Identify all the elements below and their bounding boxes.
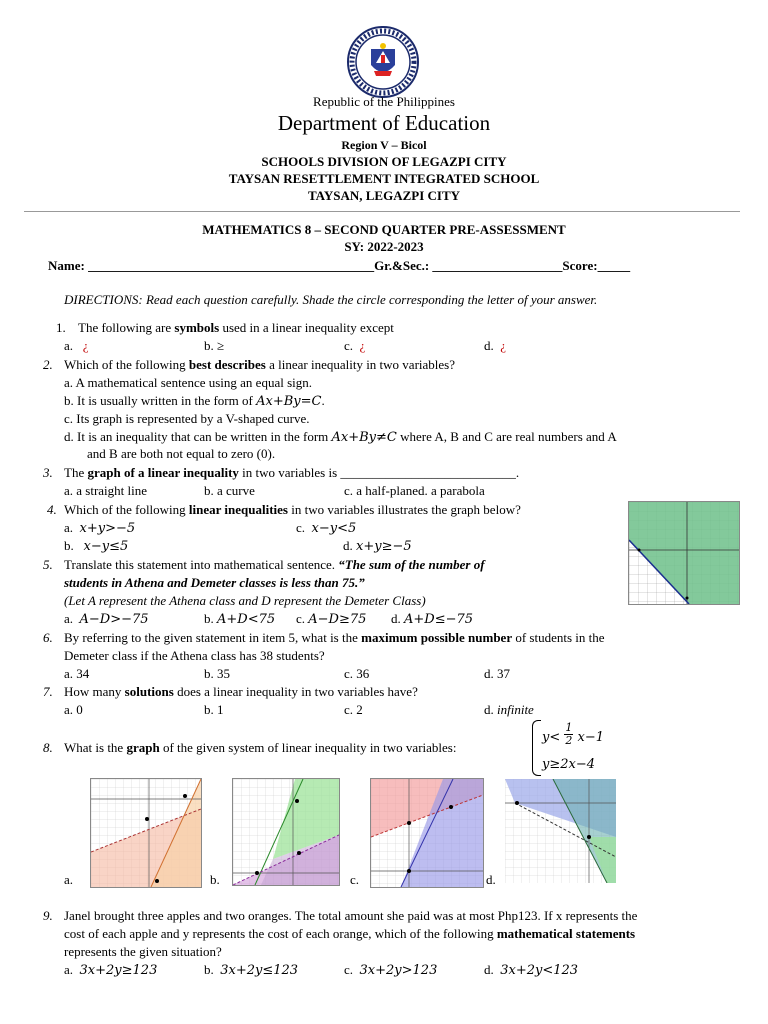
- q6-option-d[interactable]: d. 37: [484, 666, 510, 681]
- q3-option-c[interactable]: c. a half-planed. a parabola: [344, 483, 485, 498]
- q9-option-b[interactable]: b. 3x+2y≤123: [204, 962, 299, 978]
- q8-graph-d: [505, 779, 616, 883]
- q4-option-a[interactable]: a. x+y>−5: [64, 520, 136, 536]
- q7-stem: How many solutions does a linear inequality in two variables have?: [64, 684, 418, 699]
- q5-stem: Translate this statement into mathematical sentence. “The sum of the number of: [64, 557, 485, 572]
- republic-line: Republic of the Philippines: [313, 94, 455, 109]
- exam-title: MATHEMATICS 8 – SECOND QUARTER PRE-ASSESSMENT: [202, 222, 566, 237]
- q1-option-b[interactable]: b. ≥: [204, 338, 225, 353]
- q9-stem-cont: cost of each apple and y represents the cost of each orange, which of the following mathematical statements: [64, 926, 636, 941]
- q8-graph-a: [90, 778, 202, 888]
- q2-option-a[interactable]: a. A mathematical sentence using an equal sign.: [64, 375, 313, 390]
- q7-option-c[interactable]: c. 2: [344, 702, 363, 717]
- q8-option-d[interactable]: d.: [486, 872, 496, 887]
- q5-option-b[interactable]: b. A+D<75: [204, 611, 276, 627]
- q5-option-d[interactable]: d. A+D≤−75: [391, 611, 474, 627]
- q1-stem: The following are symbols used in a linear inequality except: [78, 320, 394, 335]
- school-line: TAYSAN RESETTLEMENT INTEGRATED SCHOOL: [228, 171, 540, 186]
- q5-option-c[interactable]: c. A−D≥75: [296, 611, 367, 627]
- q4-option-c[interactable]: c. x−y<5: [296, 520, 357, 536]
- q8-option-a[interactable]: a.: [64, 872, 74, 887]
- q3-number: 3.: [43, 465, 53, 480]
- directions: DIRECTIONS: Read each question carefully. Shade the circle corresponding the letter of your answer.: [64, 292, 598, 307]
- q2-option-d[interactable]: d. It is an inequality that can be written in the form Ax+By≠C where A, B and C are real numbers and A: [64, 429, 617, 445]
- q4-number: 4.: [47, 502, 57, 517]
- q2-option-d-cont: and B are both not equal to zero (0).: [87, 446, 276, 461]
- q3-option-b[interactable]: b. a curve: [204, 483, 255, 498]
- school-year: SY: 2022-2023: [344, 239, 424, 254]
- q8-option-b[interactable]: b.: [210, 872, 220, 887]
- q8-system-brace: [532, 720, 541, 776]
- q9-option-a[interactable]: a. 3x+2y≥123: [64, 962, 158, 978]
- q8-equation-1: y< $\frac{1}{2}$ x−1: [542, 721, 605, 747]
- q8-graph-c: [370, 778, 484, 888]
- address-line: TAYSAN, LEGAZPI CITY: [307, 188, 461, 203]
- q7-option-b[interactable]: b. 1: [204, 702, 224, 717]
- q8-option-c[interactable]: c.: [350, 872, 360, 887]
- q6-option-c[interactable]: c. 36: [344, 666, 370, 681]
- q8-graph-b: [232, 778, 340, 886]
- q3-stem: The graph of a linear inequality in two variables is ___________________________.: [64, 465, 520, 480]
- q1-number: 1.: [56, 320, 66, 335]
- q9-option-c[interactable]: c. 3x+2y>123: [344, 962, 438, 978]
- q1-option-c[interactable]: c. ¿: [344, 338, 366, 353]
- q9-option-d[interactable]: d. 3x+2y<123: [484, 962, 579, 978]
- q4-option-b[interactable]: b. x−y≤5: [64, 538, 129, 554]
- q6-option-a[interactable]: a. 34: [64, 666, 90, 681]
- q4-stem: Which of the following linear inequalities in two variables illustrates the graph below?: [64, 502, 521, 517]
- q1-option-d[interactable]: d. ¿: [484, 338, 507, 353]
- q8-number: 8.: [43, 740, 53, 755]
- q8-stem: What is the graph of the given system of linear inequality in two variables:: [64, 740, 457, 755]
- q4-graph: [628, 501, 740, 605]
- q6-stem-cont: Demeter class if the Athena class has 38 students?: [64, 648, 325, 663]
- q2-option-b[interactable]: b. It is usually written in the form of Ax+By=C.: [64, 393, 325, 409]
- q2-option-c[interactable]: c. Its graph is represented by a V-shaped curve.: [64, 411, 310, 426]
- q6-number: 6.: [43, 630, 53, 645]
- q6-option-b[interactable]: b. 35: [204, 666, 230, 681]
- q5-note: (Let A represent the Athena class and D represent the Demeter Class): [64, 593, 426, 608]
- q4-option-d[interactable]: d. x+y≥−5: [343, 538, 412, 554]
- q5-stem-cont: students in Athena and Demeter classes is less than 75.”: [64, 575, 365, 590]
- q7-option-a[interactable]: a. 0: [64, 702, 83, 717]
- department-title: Department of Education: [277, 111, 491, 135]
- q8-equation-2: y≥2x−4: [542, 757, 596, 772]
- q7-number: 7.: [43, 684, 53, 699]
- q5-number: 5.: [43, 557, 53, 572]
- q9-stem: Janel brought three apples and two oranges. The total amount she paid was at most Php123. If x represents the: [64, 908, 638, 923]
- q9-stem-cont-2: represents the given situation?: [64, 944, 222, 959]
- header-divider: [24, 211, 740, 212]
- deped-seal: [346, 25, 420, 99]
- name-line[interactable]: Name: ____________________________________________Gr.&Sec.: ____________________Score:_____: [48, 258, 631, 273]
- q7-option-d[interactable]: d. infinite: [484, 702, 534, 717]
- q2-stem: Which of the following best describes a linear inequality in two variables?: [64, 357, 455, 372]
- q9-number: 9.: [43, 908, 53, 923]
- division-line: SCHOOLS DIVISION OF LEGAZPI CITY: [261, 154, 507, 169]
- q6-stem: By referring to the given statement in item 5, what is the maximum possible number of students in the: [64, 630, 605, 645]
- q2-number: 2.: [43, 357, 53, 372]
- q3-option-a[interactable]: a. a straight line: [64, 483, 148, 498]
- region-line: Region V – Bicol: [341, 138, 427, 152]
- q5-option-a[interactable]: a. A−D>−75: [64, 611, 149, 627]
- q1-option-a[interactable]: a. ¿: [64, 338, 89, 353]
